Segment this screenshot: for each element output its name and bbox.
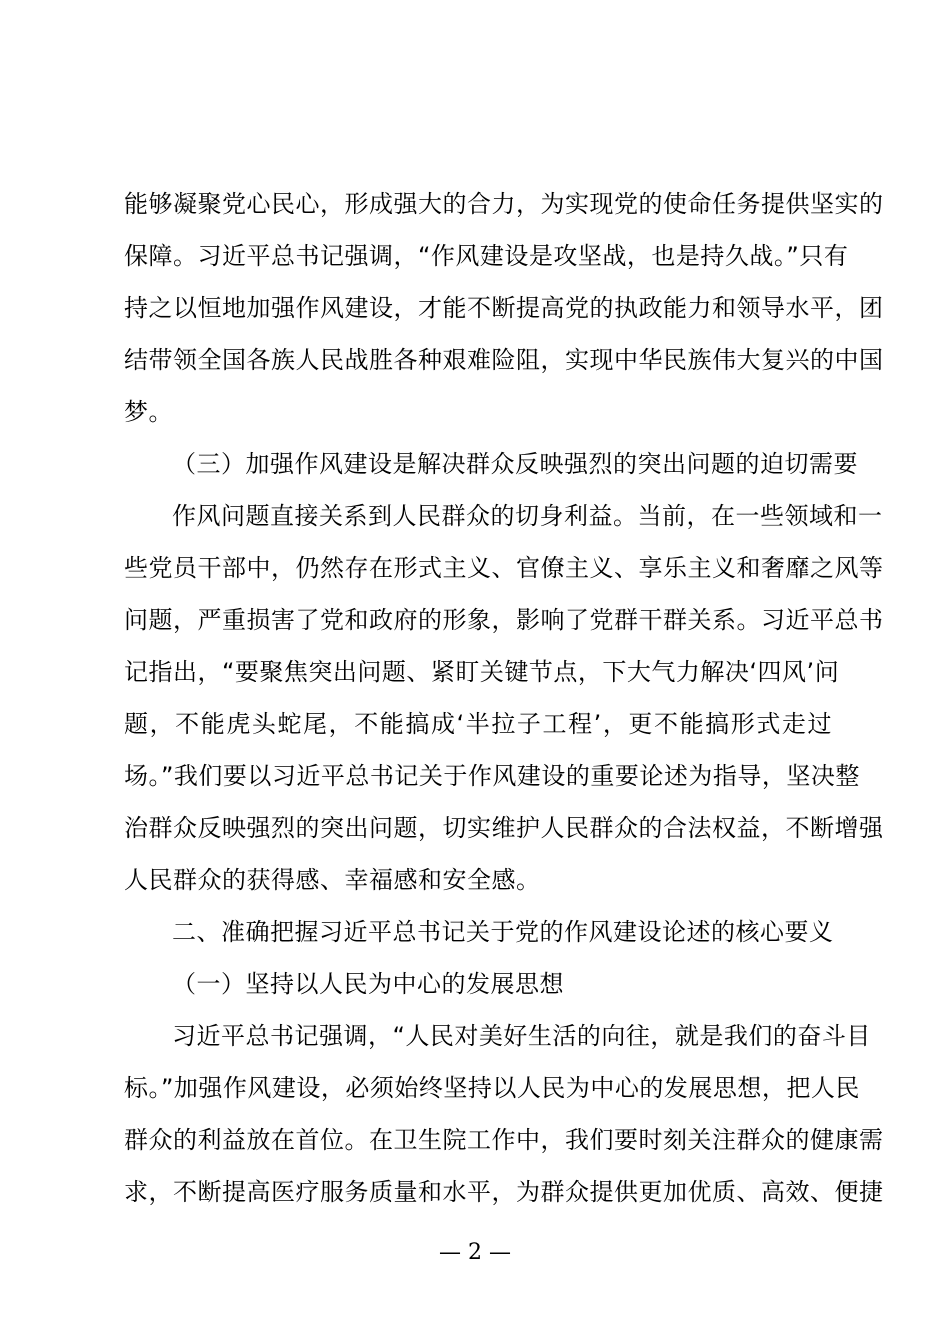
text-line: 场。”我们要以习近平总书记关于作风建设的重要论述为指导，坚决整 <box>124 762 860 790</box>
text-line: （三）加强作风建设是解决群众反映强烈的突出问题的迫切需要 <box>172 450 858 478</box>
text-line: 持之以恒地加强作风建设，才能不断提高党的执政能力和领导水平，团 <box>124 294 884 322</box>
text-line: 求，不断提高医疗服务质量和水平，为群众提供更加优质、高效、便捷 <box>124 1178 884 1206</box>
text-line: 问题，严重损害了党和政府的形象，影响了党群干群关系。习近平总书 <box>124 606 884 634</box>
page-number: — 2 — <box>439 1240 511 1265</box>
text-line: 记指出，“要聚焦突出问题、紧盯关键节点，下大气力解决‘四风’问 <box>124 658 840 686</box>
text-line: 能够凝聚党心民心，形成强大的合力，为实现党的使命任务提供坚实的 <box>124 190 884 218</box>
text-line: 人民群众的获得感、幸福感和安全感。 <box>124 866 541 894</box>
text-line: 作风问题直接关系到人民群众的切身利益。当前，在一些领域和一 <box>172 502 883 530</box>
text-line: 标。”加强作风建设，必须始终坚持以人民为中心的发展思想，把人民 <box>124 1074 860 1102</box>
text-line: （一）坚持以人民为中心的发展思想 <box>172 970 564 998</box>
document-body <box>124 178 884 1218</box>
text-line: 结带领全国各族人民战胜各种艰难险阻，实现中华民族伟大复兴的中国 <box>124 346 884 374</box>
text-line: 二、准确把握习近平总书记关于党的作风建设论述的核心要义 <box>172 918 834 946</box>
text-line: 题，不能虎头蛇尾，不能搞成‘半拉子工程’，更不能搞形式走过 <box>124 710 832 738</box>
text-line: 保障。习近平总书记强调，“作风建设是攻坚战，也是持久战。”只有 <box>124 242 849 270</box>
text-line: 些党员干部中，仍然存在形式主义、官僚主义、享乐主义和奢靡之风等 <box>124 554 884 582</box>
text-line: 梦。 <box>124 398 173 426</box>
text-line: 群众的利益放在首位。在卫生院工作中，我们要时刻关注群众的健康需 <box>124 1126 884 1154</box>
text-line: 习近平总书记强调，“人民对美好生活的向往，就是我们的奋斗目 <box>172 1022 871 1050</box>
text-line: 治群众反映强烈的突出问题，切实维护人民群众的合法权益，不断增强 <box>124 814 884 842</box>
